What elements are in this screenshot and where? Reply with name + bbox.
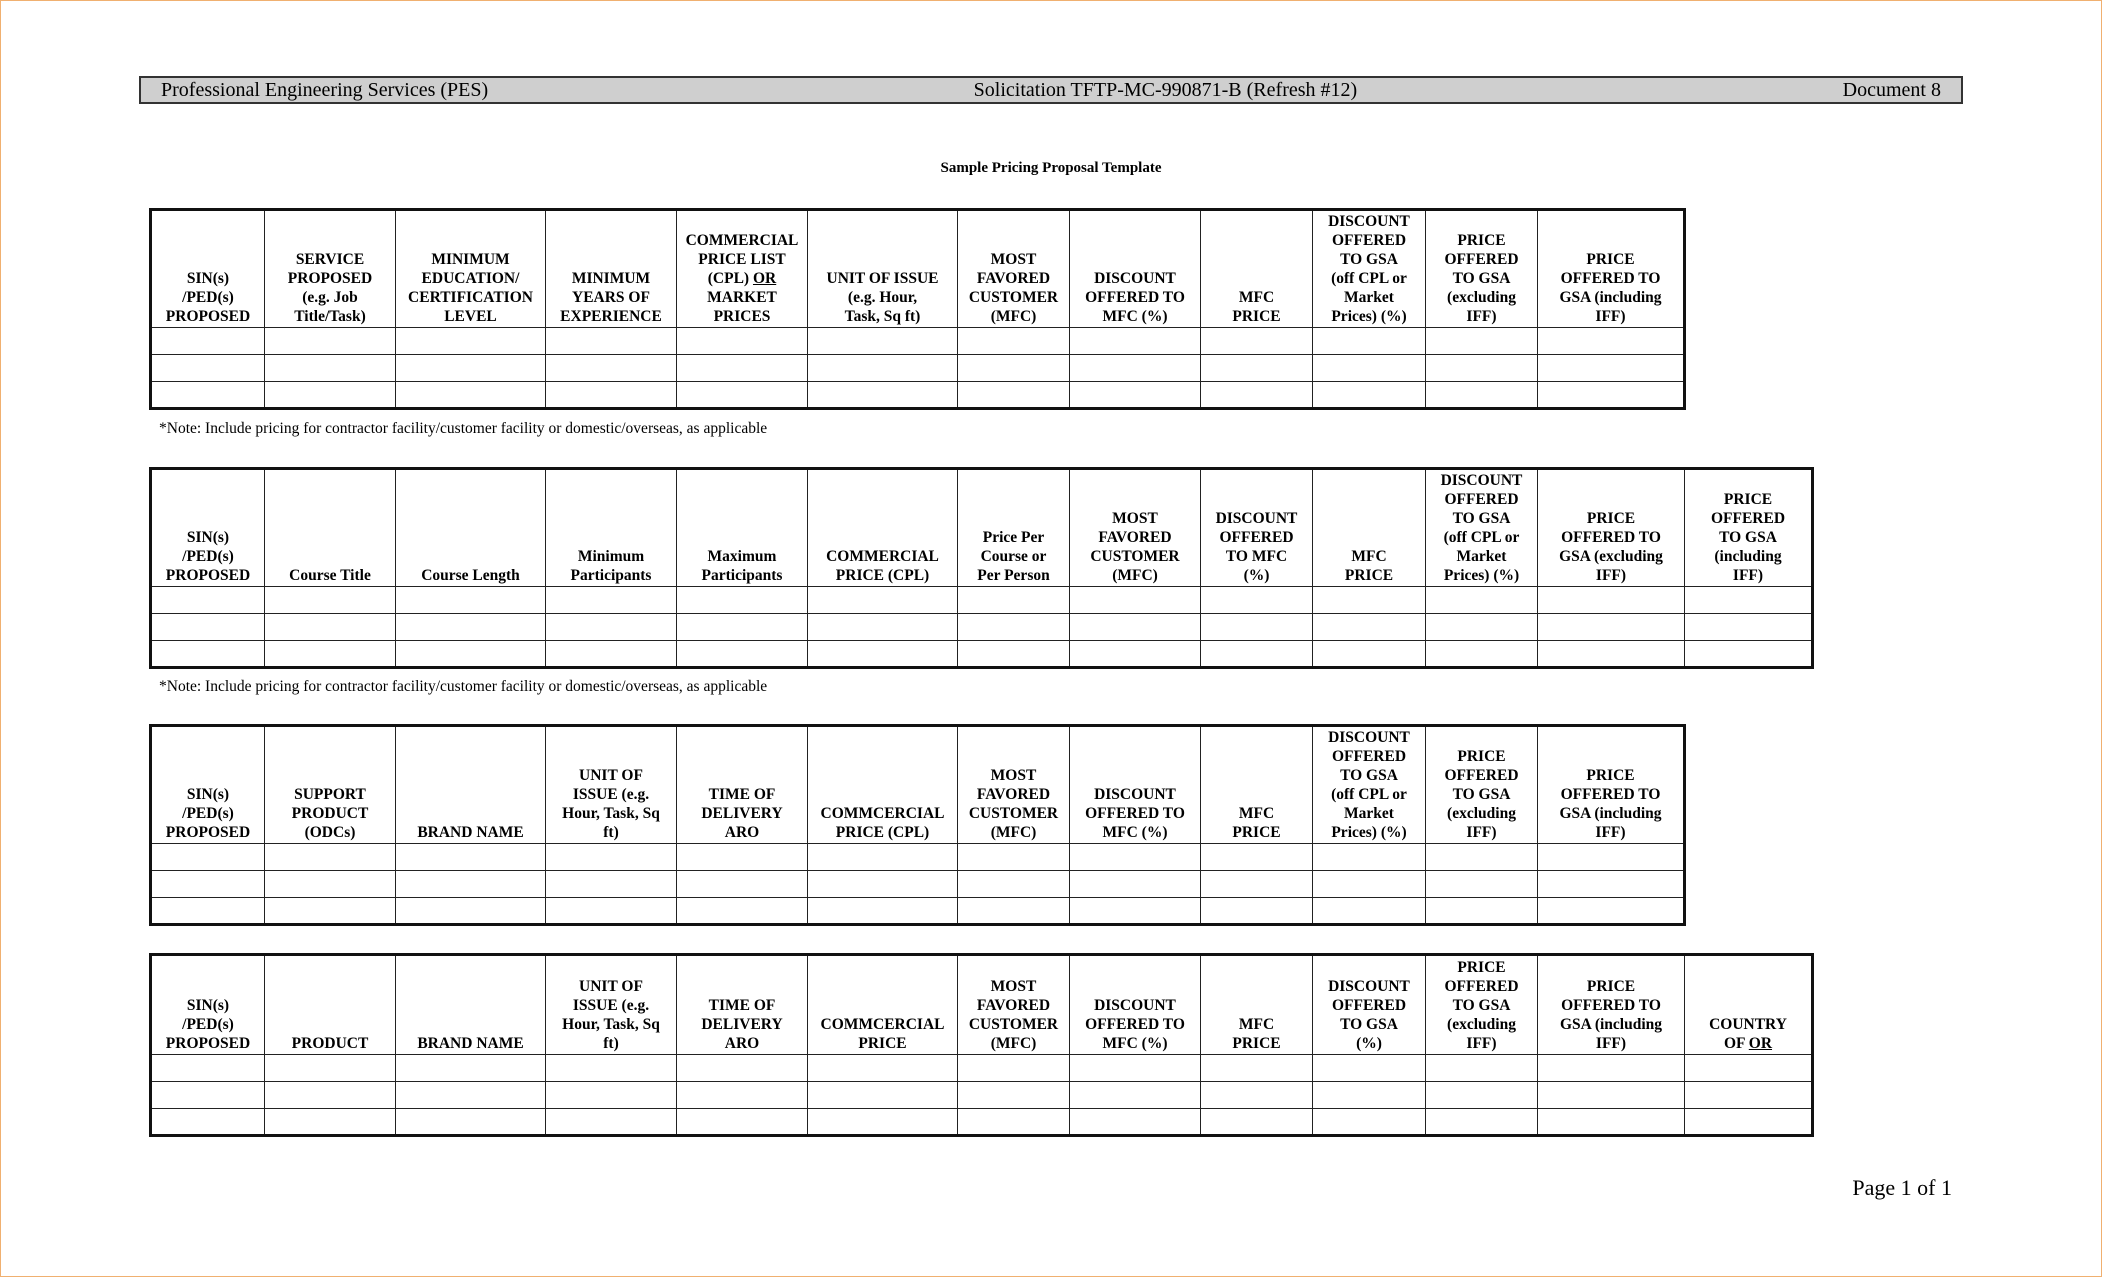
entry-cell[interactable] (1426, 1055, 1538, 1082)
entry-cell[interactable] (546, 641, 677, 668)
entry-cell[interactable] (677, 355, 808, 382)
table-row (151, 1055, 1813, 1082)
entry-cell[interactable] (265, 1109, 396, 1136)
entry-cell[interactable] (1070, 382, 1201, 409)
column-header: BRAND NAME (396, 955, 546, 1055)
entry-cell[interactable] (546, 1055, 677, 1082)
entry-cell[interactable] (1538, 898, 1685, 925)
table-row (151, 898, 1685, 925)
entry-cell[interactable] (546, 614, 677, 641)
entry-cell[interactable] (1538, 382, 1685, 409)
column-header: TIME OF DELIVERY ARO (677, 955, 808, 1055)
entry-cell[interactable] (1685, 641, 1813, 668)
entry-cell[interactable] (808, 355, 958, 382)
column-header: PRICE OFFERED TO GSA (including IFF) (1538, 726, 1685, 844)
entry-cell[interactable] (808, 382, 958, 409)
entry-cell[interactable] (265, 641, 396, 668)
column-header: UNIT OF ISSUE (e.g. Hour, Task, Sq ft) (808, 210, 958, 328)
entry-cell[interactable] (396, 382, 546, 409)
entry-cell[interactable] (546, 898, 677, 925)
column-header: DISCOUNT OFFERED TO MFC (%) (1201, 469, 1313, 587)
entry-cell[interactable] (1685, 1109, 1813, 1136)
entry-cell[interactable] (1070, 614, 1201, 641)
entry-cell[interactable] (1070, 1109, 1201, 1136)
entry-cell[interactable] (958, 641, 1070, 668)
entry-cell[interactable] (958, 871, 1070, 898)
table-row (151, 587, 1813, 614)
entry-cell[interactable] (1313, 898, 1426, 925)
entry-cell[interactable] (958, 328, 1070, 355)
entry-cell[interactable] (1538, 1055, 1685, 1082)
column-header: PRICE OFFERED TO GSA (excluding IFF) (1426, 955, 1538, 1055)
column-header: MINIMUM EDUCATION/ CERTIFICATION LEVEL (396, 210, 546, 328)
column-header: SUPPORT PRODUCT (ODCs) (265, 726, 396, 844)
entry-cell[interactable] (1538, 355, 1685, 382)
entry-cell[interactable] (1426, 1082, 1538, 1109)
entry-cell[interactable] (546, 382, 677, 409)
page-number: Page 1 of 1 (1852, 1175, 1952, 1200)
column-header: COMMERCIAL PRICE LIST (CPL) OR MARKET PRICES (677, 210, 808, 328)
column-header: MOST FAVORED CUSTOMER (MFC) (958, 726, 1070, 844)
entry-cell[interactable] (808, 1055, 958, 1082)
entry-cell[interactable] (1201, 328, 1313, 355)
entry-cell[interactable] (1538, 1082, 1685, 1109)
entry-cell[interactable] (1313, 641, 1426, 668)
column-header: TIME OF DELIVERY ARO (677, 726, 808, 844)
table-header-row (151, 955, 1813, 1055)
entry-cell[interactable] (396, 898, 546, 925)
entry-cell[interactable] (1538, 871, 1685, 898)
entry-cell[interactable] (1685, 1055, 1813, 1082)
entry-cell[interactable] (151, 898, 265, 925)
entry-cell[interactable] (1685, 1082, 1813, 1109)
entry-cell[interactable] (1538, 587, 1685, 614)
entry-cell[interactable] (546, 355, 677, 382)
entry-cell[interactable] (1070, 898, 1201, 925)
column-header: UNIT OF ISSUE (e.g. Hour, Task, Sq ft) (546, 955, 677, 1055)
entry-cell[interactable] (677, 328, 808, 355)
table-header-row (151, 726, 1685, 844)
table-row (151, 614, 1813, 641)
column-header: Minimum Participants (546, 469, 677, 587)
entry-cell[interactable] (265, 1055, 396, 1082)
entry-cell[interactable] (1426, 382, 1538, 409)
entry-cell[interactable] (1313, 844, 1426, 871)
entry-cell[interactable] (396, 355, 546, 382)
table-row (151, 641, 1813, 668)
entry-cell[interactable] (1313, 1109, 1426, 1136)
entry-cell[interactable] (546, 1109, 677, 1136)
entry-cell[interactable] (958, 1055, 1070, 1082)
column-header: SERVICE PROPOSED (e.g. Job Title/Task) (265, 210, 396, 328)
column-header: BRAND NAME (396, 726, 546, 844)
entry-cell[interactable] (1201, 898, 1313, 925)
entry-cell[interactable] (677, 898, 808, 925)
entry-cell[interactable] (1201, 1055, 1313, 1082)
entry-cell[interactable] (396, 641, 546, 668)
column-header: Price Per Course or Per Person (958, 469, 1070, 587)
column-header: Course Length (396, 469, 546, 587)
entry-cell[interactable] (1426, 587, 1538, 614)
entry-cell[interactable] (1070, 328, 1201, 355)
entry-cell[interactable] (151, 1082, 265, 1109)
entry-cell[interactable] (1070, 1082, 1201, 1109)
entry-cell[interactable] (151, 328, 265, 355)
entry-cell[interactable] (396, 844, 546, 871)
entry-cell[interactable] (265, 871, 396, 898)
entry-cell[interactable] (958, 898, 1070, 925)
entry-cell[interactable] (151, 355, 265, 382)
table-row (151, 844, 1685, 871)
entry-cell[interactable] (677, 844, 808, 871)
entry-cell[interactable] (1201, 355, 1313, 382)
entry-cell[interactable] (265, 382, 396, 409)
entry-cell[interactable] (1201, 844, 1313, 871)
entry-cell[interactable] (546, 1082, 677, 1109)
column-header: DISCOUNT OFFERED TO GSA (off CPL or Market Prices) (%) (1313, 726, 1426, 844)
entry-cell[interactable] (1426, 355, 1538, 382)
entry-cell[interactable] (1538, 614, 1685, 641)
entry-cell[interactable] (1070, 1055, 1201, 1082)
entry-cell[interactable] (677, 614, 808, 641)
entry-cell[interactable] (1070, 844, 1201, 871)
entry-cell[interactable] (808, 587, 958, 614)
entry-cell[interactable] (1201, 382, 1313, 409)
entry-cell[interactable] (151, 1055, 265, 1082)
column-header: SIN(s) /PED(s) PROPOSED (151, 210, 265, 328)
table-row (151, 871, 1685, 898)
entry-cell[interactable] (1426, 844, 1538, 871)
entry-cell[interactable] (151, 1109, 265, 1136)
entry-cell[interactable] (958, 382, 1070, 409)
column-header: UNIT OF ISSUE (e.g. Hour, Task, Sq ft) (546, 726, 677, 844)
column-header: MOST FAVORED CUSTOMER (MFC) (1070, 469, 1201, 587)
entry-cell[interactable] (808, 871, 958, 898)
entry-cell[interactable] (1201, 1082, 1313, 1109)
header-right-text: Document 8 (1842, 78, 1941, 101)
entry-cell[interactable] (265, 844, 396, 871)
column-header: MFC PRICE (1201, 726, 1313, 844)
entry-cell[interactable] (265, 614, 396, 641)
column-header: SIN(s) /PED(s) PROPOSED (151, 726, 265, 844)
entry-cell[interactable] (265, 355, 396, 382)
entry-cell[interactable] (808, 1109, 958, 1136)
column-header: PRICE OFFERED TO GSA (excluding IFF) (1426, 210, 1538, 328)
column-header: PRODUCT (265, 955, 396, 1055)
entry-cell[interactable] (958, 844, 1070, 871)
document-header-bar (139, 76, 1963, 104)
entry-cell[interactable] (1426, 614, 1538, 641)
column-header: DISCOUNT OFFERED TO MFC (%) (1070, 955, 1201, 1055)
entry-cell[interactable] (1426, 898, 1538, 925)
entry-cell[interactable] (958, 587, 1070, 614)
column-header: PRICE OFFERED TO GSA (excluding IFF) (1538, 469, 1685, 587)
column-header: MFC PRICE (1201, 210, 1313, 328)
column-header: SIN(s) /PED(s) PROPOSED (151, 469, 265, 587)
entry-cell[interactable] (1426, 1109, 1538, 1136)
entry-cell[interactable] (396, 1109, 546, 1136)
table-row (151, 355, 1685, 382)
column-header: COMMCERCIAL PRICE (CPL) (808, 726, 958, 844)
entry-cell[interactable] (151, 641, 265, 668)
entry-cell[interactable] (1685, 587, 1813, 614)
column-header: MFC PRICE (1201, 955, 1313, 1055)
training-course-pricing-table (149, 467, 1814, 669)
services-pricing-table (149, 208, 1686, 410)
entry-cell[interactable] (265, 898, 396, 925)
entry-cell[interactable] (677, 1109, 808, 1136)
pricing-note: *Note: Include pricing for contractor facility/customer facility or domestic/overseas, as applicable (159, 420, 768, 437)
entry-cell[interactable] (1201, 871, 1313, 898)
entry-cell[interactable] (151, 614, 265, 641)
entry-cell[interactable] (396, 871, 546, 898)
table-row (151, 1109, 1813, 1136)
header-left-text: Professional Engineering Services (PES) (161, 78, 489, 101)
entry-cell[interactable] (1070, 641, 1201, 668)
entry-cell[interactable] (1313, 328, 1426, 355)
entry-cell[interactable] (265, 587, 396, 614)
entry-cell[interactable] (808, 844, 958, 871)
entry-cell[interactable] (1538, 641, 1685, 668)
entry-cell[interactable] (808, 898, 958, 925)
entry-cell[interactable] (677, 1055, 808, 1082)
product-pricing-table (149, 953, 1814, 1137)
column-header: COUNTRY OF OR (1685, 955, 1813, 1055)
entry-cell[interactable] (1426, 641, 1538, 668)
entry-cell[interactable] (958, 1109, 1070, 1136)
entry-cell[interactable] (1685, 614, 1813, 641)
column-header: COMMERCIAL PRICE (CPL) (808, 469, 958, 587)
entry-cell[interactable] (546, 587, 677, 614)
entry-cell[interactable] (677, 641, 808, 668)
column-header: COMMCERCIAL PRICE (808, 955, 958, 1055)
entry-cell[interactable] (1201, 614, 1313, 641)
table-header-row (151, 210, 1685, 328)
column-header: MOST FAVORED CUSTOMER (MFC) (958, 955, 1070, 1055)
column-header: MOST FAVORED CUSTOMER (MFC) (958, 210, 1070, 328)
column-header: PRICE OFFERED TO GSA (including IFF) (1538, 210, 1685, 328)
pricing-note: *Note: Include pricing for contractor facility/customer facility or domestic/overseas, as applicable (159, 678, 768, 695)
entry-cell[interactable] (808, 614, 958, 641)
entry-cell[interactable] (546, 871, 677, 898)
column-header: DISCOUNT OFFERED TO GSA (off CPL or Market Prices) (%) (1426, 469, 1538, 587)
column-header: Maximum Participants (677, 469, 808, 587)
entry-cell[interactable] (546, 328, 677, 355)
table-row (151, 382, 1685, 409)
entry-cell[interactable] (1313, 587, 1426, 614)
entry-cell[interactable] (1538, 844, 1685, 871)
entry-cell[interactable] (1538, 328, 1685, 355)
table-row (151, 328, 1685, 355)
header-center-text: Solicitation TFTP-MC-990871-B (Refresh #12) (973, 78, 1358, 101)
entry-cell[interactable] (1070, 355, 1201, 382)
entry-cell[interactable] (151, 871, 265, 898)
entry-cell[interactable] (265, 328, 396, 355)
entry-cell[interactable] (1313, 382, 1426, 409)
support-product-pricing-table (149, 724, 1686, 926)
entry-cell[interactable] (1313, 1082, 1426, 1109)
column-header: PRICE OFFERED TO GSA (including IFF) (1538, 955, 1685, 1055)
entry-cell[interactable] (1313, 1055, 1426, 1082)
column-header: DISCOUNT OFFERED TO MFC (%) (1070, 210, 1201, 328)
entry-cell[interactable] (1070, 587, 1201, 614)
entry-cell[interactable] (151, 844, 265, 871)
column-header: MFC PRICE (1313, 469, 1426, 587)
entry-cell[interactable] (1070, 871, 1201, 898)
table-row (151, 1082, 1813, 1109)
entry-cell[interactable] (1426, 871, 1538, 898)
entry-cell[interactable] (396, 1082, 546, 1109)
column-header: PRICE OFFERED TO GSA (including IFF) (1685, 469, 1813, 587)
column-header: SIN(s) /PED(s) PROPOSED (151, 955, 265, 1055)
column-header: MINIMUM YEARS OF EXPERIENCE (546, 210, 677, 328)
column-header: DISCOUNT OFFERED TO MFC (%) (1070, 726, 1201, 844)
column-header: DISCOUNT OFFERED TO GSA (%) (1313, 955, 1426, 1055)
entry-cell[interactable] (151, 587, 265, 614)
entry-cell[interactable] (396, 587, 546, 614)
table-header-row (151, 469, 1813, 587)
entry-cell[interactable] (958, 1082, 1070, 1109)
entry-cell[interactable] (396, 614, 546, 641)
entry-cell[interactable] (1426, 328, 1538, 355)
entry-cell[interactable] (677, 587, 808, 614)
entry-cell[interactable] (151, 382, 265, 409)
entry-cell[interactable] (808, 1082, 958, 1109)
document-title: Sample Pricing Proposal Template (940, 160, 1162, 176)
entry-cell[interactable] (396, 328, 546, 355)
entry-cell[interactable] (677, 1082, 808, 1109)
entry-cell[interactable] (1538, 1109, 1685, 1136)
entry-cell[interactable] (1313, 871, 1426, 898)
entry-cell[interactable] (1201, 641, 1313, 668)
entry-cell[interactable] (677, 382, 808, 409)
column-header: Course Title (265, 469, 396, 587)
entry-cell[interactable] (808, 641, 958, 668)
entry-cell[interactable] (958, 355, 1070, 382)
entry-cell[interactable] (1313, 355, 1426, 382)
entry-cell[interactable] (265, 1082, 396, 1109)
entry-cell[interactable] (1201, 1109, 1313, 1136)
entry-cell[interactable] (677, 871, 808, 898)
entry-cell[interactable] (808, 328, 958, 355)
entry-cell[interactable] (1313, 614, 1426, 641)
column-header: DISCOUNT OFFERED TO GSA (off CPL or Market Prices) (%) (1313, 210, 1426, 328)
entry-cell[interactable] (546, 844, 677, 871)
entry-cell[interactable] (958, 614, 1070, 641)
entry-cell[interactable] (396, 1055, 546, 1082)
entry-cell[interactable] (1201, 587, 1313, 614)
column-header: PRICE OFFERED TO GSA (excluding IFF) (1426, 726, 1538, 844)
